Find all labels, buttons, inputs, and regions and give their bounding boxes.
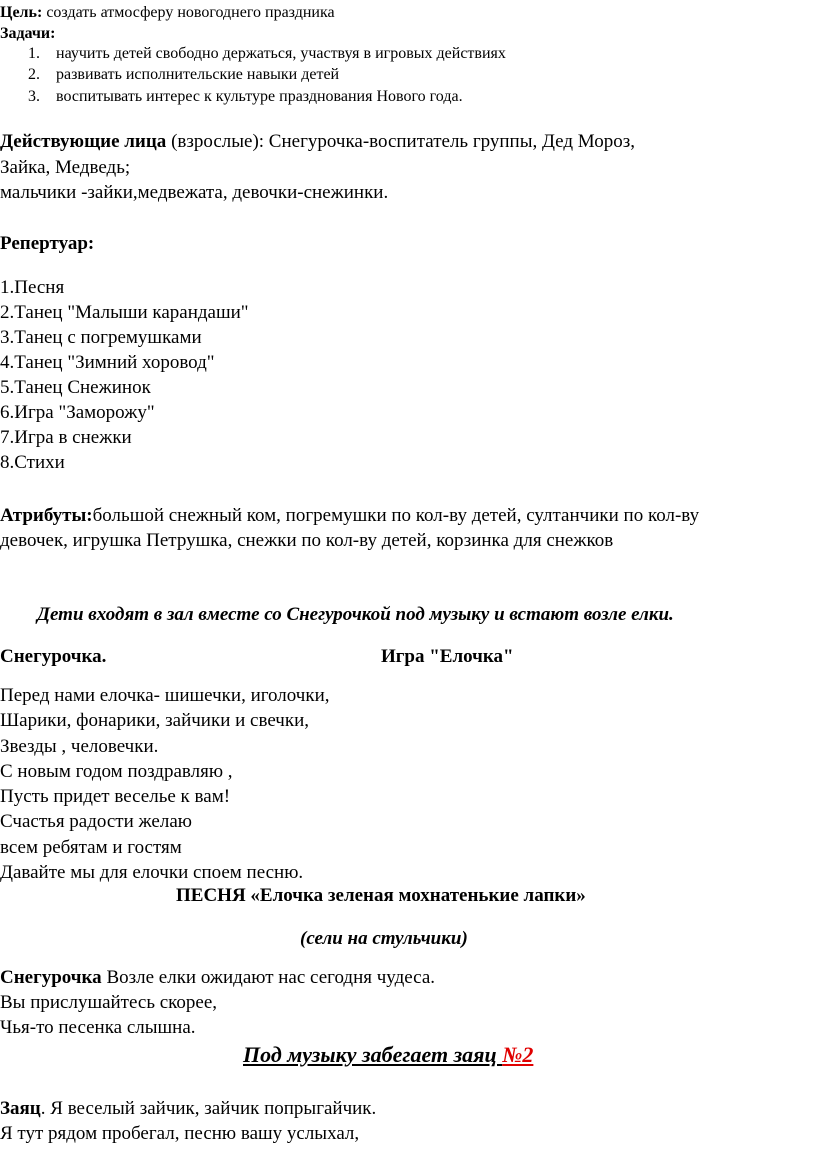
hare-speaker: Заяц xyxy=(0,1098,41,1119)
goal-text: создать атмосферу новогоднего праздника xyxy=(42,4,335,21)
poem-line: Давайте мы для елочки споем песню. xyxy=(0,862,304,883)
scene-game-title: Игра "Елочка" xyxy=(381,646,514,667)
song-title: ПЕСНЯ «Елочка зеленая мохнатенькие лапки» xyxy=(176,885,586,906)
repertoire-item: 3.Танец с погремушками xyxy=(0,327,202,348)
snegurochka-speaker: Снегурочка xyxy=(0,967,102,988)
goal-line xyxy=(0,5,335,21)
snegurochka-line-1 xyxy=(0,968,435,987)
attributes-label: Атрибуты: xyxy=(0,505,93,526)
poem-line: Шарики, фонарики, зайчики и свечки, xyxy=(0,710,310,731)
task-text: научить детей свободно держаться, участвуя в игровых действиях xyxy=(56,45,506,62)
task-text: развивать исполнительские навыки детей xyxy=(56,66,340,83)
attributes-line-2: девочек, игрушка Петрушка, снежки по кол-ву детей, корзинка для снежков xyxy=(0,530,614,551)
poem-line: всем ребятам и гостям xyxy=(0,837,182,858)
characters-text: (взрослые): Снегурочка-воспитатель группы, Дед Мороз, xyxy=(166,131,635,152)
attributes-line-1 xyxy=(0,506,699,525)
characters-line-2: Зайка, Медведь; xyxy=(0,157,131,178)
repertoire-item: 1.Песня xyxy=(0,277,65,298)
task-text: воспитывать интерес к культуре празднования Нового года. xyxy=(56,88,463,105)
poem-line: Перед нами елочка- шишечки, иголочки, xyxy=(0,685,330,706)
repertoire-item: 5.Танец Снежинок xyxy=(0,377,151,398)
hare-text: . Я веселый зайчик, зайчик попрыгайчик. xyxy=(40,1098,377,1119)
hare-entry-text: Под музыку забегает заяц xyxy=(243,1042,503,1067)
attributes-text: большой снежный ком, погремушки по кол-ву детей, султанчики по кол-ву xyxy=(92,505,700,526)
task-item xyxy=(28,89,463,105)
stage-direction-sit: (сели на стульчики) xyxy=(300,928,468,949)
repertoire-item: 2.Танец "Малыши карандаши" xyxy=(0,302,249,323)
poem-line: Звезды , человечки. xyxy=(0,736,159,757)
task-number: 2. xyxy=(28,66,40,83)
poem-line: С новым годом поздравляю , xyxy=(0,761,233,782)
task-number: 3. xyxy=(28,88,40,105)
task-item xyxy=(28,67,339,83)
tasks-label: Задачи: xyxy=(0,25,56,42)
task-item xyxy=(28,46,506,62)
goal-label: Цель: xyxy=(0,4,43,21)
repertoire-item: 4.Танец "Зимний хоровод" xyxy=(0,352,215,373)
stage-direction: Дети входят в зал вместе со Снегурочкой под музыку и встают возле елки. xyxy=(37,604,674,625)
repertoire-item: 8.Стихи xyxy=(0,452,65,473)
hare-line-2: Я тут рядом пробегал, песню вашу услыхал, xyxy=(0,1123,360,1144)
hare-entry-heading xyxy=(243,1044,533,1066)
poem-line: Пусть придет веселье к вам! xyxy=(0,786,231,807)
snegurochka-text: Возле елки ожидают нас сегодня чудеса. xyxy=(101,967,436,988)
repertoire-label: Репертуар: xyxy=(0,233,95,254)
characters-line-1 xyxy=(0,132,635,151)
snegurochka-line-3: Чья-то песенка слышна. xyxy=(0,1017,196,1038)
characters-line-3: мальчики -зайки,медвежата, девочки-снежинки. xyxy=(0,182,389,203)
scene-speaker: Снегурочка. xyxy=(0,646,107,667)
task-number: 1. xyxy=(28,45,40,62)
repertoire-item: 7.Игра в снежки xyxy=(0,427,132,448)
repertoire-item: 6.Игра "Заморожу" xyxy=(0,402,155,423)
hare-line-1 xyxy=(0,1099,376,1118)
poem-line: Счастья радости желаю xyxy=(0,811,192,832)
hare-entry-number: №2 xyxy=(502,1042,534,1067)
snegurochka-line-2: Вы прислушайтесь скорее, xyxy=(0,992,218,1013)
characters-label: Действующие лица xyxy=(0,131,167,152)
